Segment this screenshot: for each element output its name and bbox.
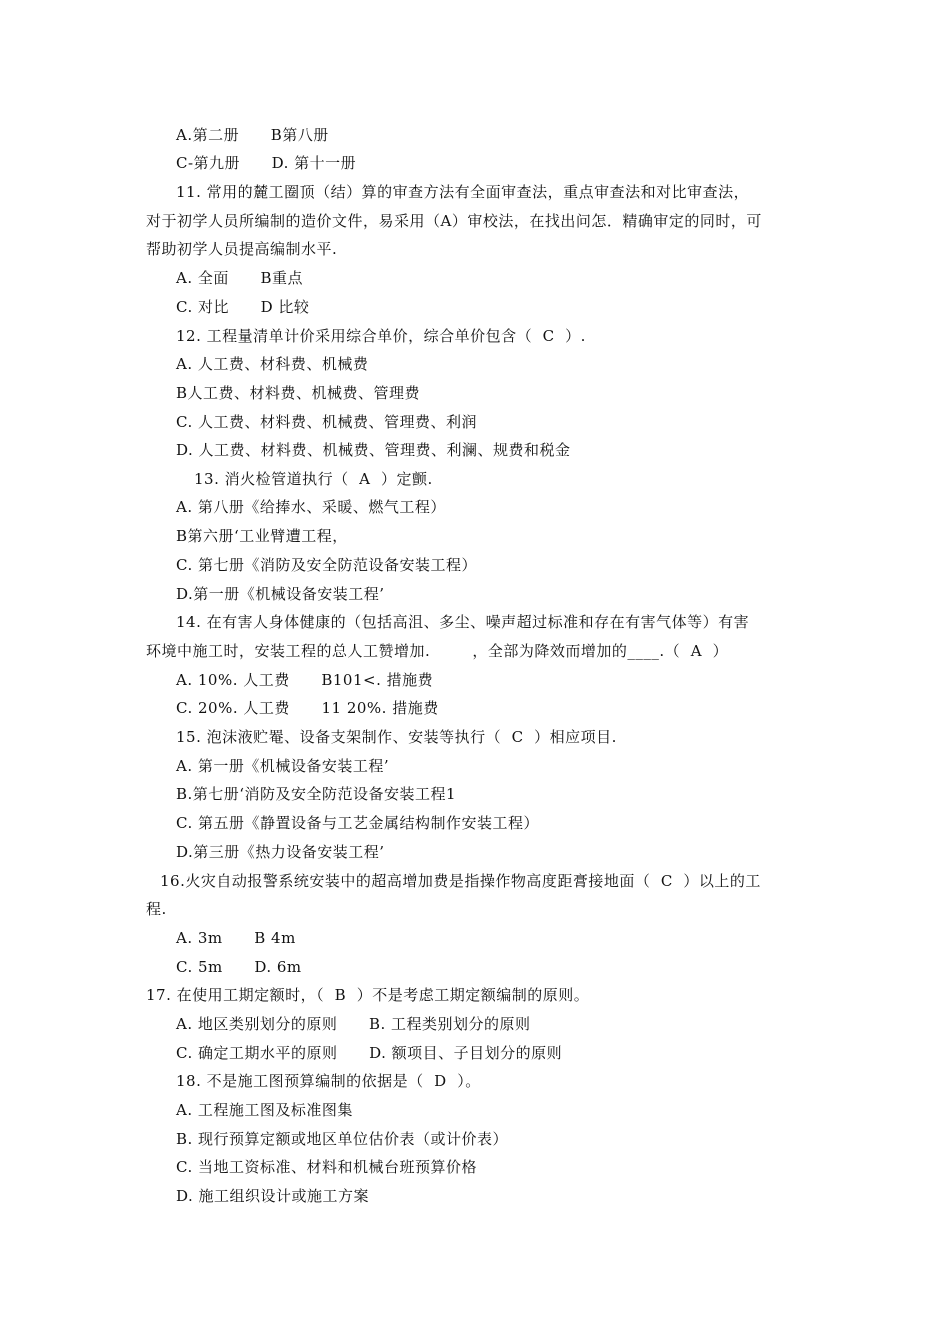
- answer-option-line: B. 现行预算定额或地区单位估价表（或计价表）: [176, 1130, 509, 1148]
- answer-option-line: A. 第一册《机械设备安装工程’: [176, 757, 390, 775]
- answer-option-line: D. 人工费、材料费、机械费、管理费、利澜、规费和税金: [176, 441, 571, 459]
- question-line: 14. 在有害人身体健康的（包括高沮、多尘、噪声超过标准和存在有害气体等）有害: [176, 613, 750, 631]
- question-line: 对于初学人员所编制的造价文件，易采用（A）审校法，在找出问怎．精确审定的同时，可: [146, 212, 762, 230]
- question-line: 17. 在使用工期定额时，（ B ）不是考虑工期定额编制的原则。: [146, 986, 590, 1004]
- question-line: 15. 泡沫液贮罨、设备支架制作、安装等执行（ C ）相应项目.: [176, 728, 617, 746]
- question-line: 11. 常用的麓工圈顶（结）算的审查方法有全面审查法，重点审查法和对比审查法，: [176, 183, 750, 201]
- answer-option-line: A. 工程施工图及标准图集: [176, 1101, 353, 1119]
- answer-options-line: C. 5m D. 6m: [176, 958, 302, 976]
- answer-option-line: A. 人工费、材科费、机械费: [176, 355, 369, 373]
- answer-option-line: D. 施工组织设计或施工方案: [176, 1187, 370, 1205]
- answer-option-line: B第六册‘工业臂遭工程，: [176, 527, 348, 545]
- question-line: 12. 工程量清单计价采用综合单价，综合单价包含（ C ）.: [176, 327, 586, 345]
- answer-option-line: C. 人工费、材料费、机械费、管理费、利润: [176, 413, 477, 431]
- question-line: 18. 不是施工图预算编制的依据是（ D ）。: [176, 1072, 481, 1090]
- answer-option-line: C. 当地工资标准、材料和机械台班预算价格: [176, 1158, 477, 1176]
- question-line: 帮助初学人员提高编制水平.: [146, 240, 338, 258]
- answer-option-line: C. 第七册《消防及安全防范设备安装工程）: [176, 556, 477, 574]
- question-line: 程.: [146, 900, 167, 918]
- answer-options-line: A. 地区类别划分的原则 B. 工程类别划分的原则: [176, 1015, 531, 1033]
- answer-options-line: A. 3m B 4m: [176, 929, 296, 947]
- answer-options-line: A. 10%. 人工费 B101<. 措施费: [176, 671, 434, 689]
- answer-option-line: C. 第五册《静置设备与工艺金属结构制作安装工程）: [176, 814, 539, 832]
- answer-options-line: C. 20%. 人工费 11 20%. 措施费: [176, 699, 439, 717]
- question-line: 环境中施工时，安装工程的总人工赞增加. ，全部为降效而增加的____.（ A ）: [146, 642, 729, 660]
- answer-option-line: D.第三册《热力设备安装工程’: [176, 843, 385, 861]
- answer-option-line: B.第七册‘消防及安全防范设备安装工程1: [176, 785, 457, 803]
- answer-option-line: B人工费、材料费、机械费、管理费: [176, 384, 421, 402]
- answer-option-line: D.第一册《机械设备安装工程’: [176, 585, 385, 603]
- question-line: 16.火灾自动报警系统安装中的超高增加费是指操作物高度距膏接地面（ C ）以上的工: [160, 872, 761, 890]
- question-line: 13. 消火检管道执行（ A ）定颤.: [194, 470, 433, 488]
- answer-options-line: A.第二册 B第八册: [176, 126, 329, 144]
- answer-options-line: C. 对比 D 比较: [176, 298, 310, 316]
- answer-option-line: A. 第八册《给捧水、采暖、燃气工程）: [176, 498, 446, 516]
- answer-options-line: C. 确定工期水平的原则 D. 额项目、子目划分的原则: [176, 1044, 563, 1062]
- answer-options-line: C-第九册 D. 第十一册: [176, 154, 357, 172]
- answer-options-line: A. 全面 B重点: [176, 269, 304, 287]
